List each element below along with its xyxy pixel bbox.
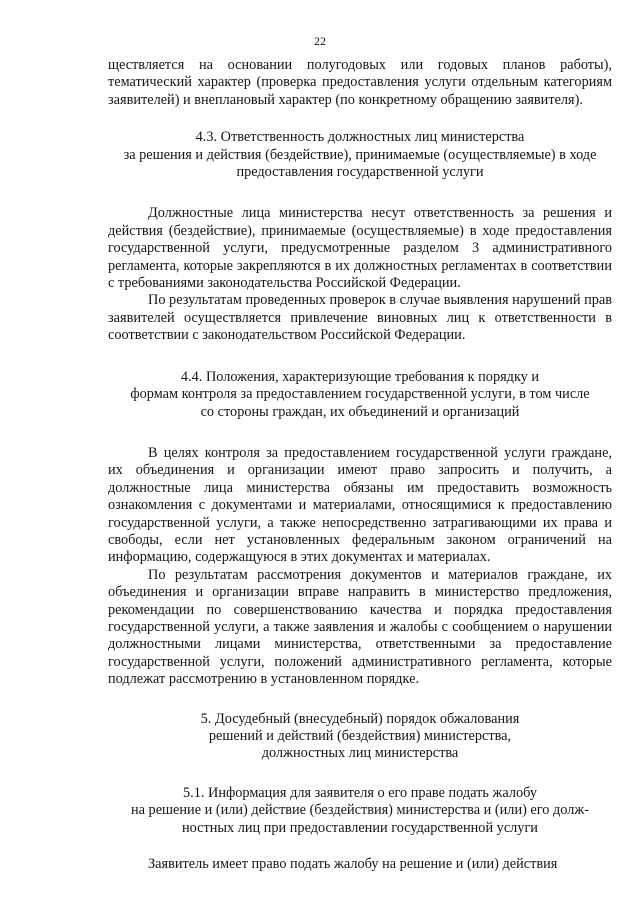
heading-line: 5. Досудебный (внесудебный) порядок обжалования <box>200 710 520 727</box>
document-body <box>108 57 612 873</box>
section-4-3-paragraph: По результатам проведенных проверок в случае выявления нарушений прав заявителей осуществляется привлечение виновных лиц к ответственности в соответствии с законодательством Российской Федерации. <box>108 292 612 344</box>
section-4-3-paragraph: Должностные лица министерства несут ответственность за решения и действия (бездействие), принимаемые (осуществляемые) в ходе предоставления государственной услуги, предусмотренные разделом 3 административного регламента, которые закрепляются в их должностных регламентах в соответствии с требованиями законодательства Российской Федерации. <box>108 205 612 292</box>
heading-line: 5.1. Информация для заявителя о его праве подать жалобу <box>182 784 537 801</box>
heading-line: 4.3. Ответственность должностных лиц министерства <box>195 129 525 146</box>
heading-line: на решение и (или) действие (бездействия) министерства и (или) его долж- <box>130 802 590 819</box>
heading-line: 4.4. Положения, характеризующие требования к порядку и <box>180 368 540 385</box>
heading-line: формам контроля за предоставлением государственной услуги, в том числе <box>130 386 590 403</box>
page-number: 22 <box>314 34 326 48</box>
section-4-4-paragraph: По результатам рассмотрения документов и материалов граждане, их объединения и организации вправе направить в министерство предложения, рекомендации по совершенствованию качества и порядка предоставления государственной услуги, а также заявления и жалобы с сообщением о нарушении должностными лицами министерства, ответственными за предоставление государственной услуги, положений административного регламента, которые подлежат рассмотрению в установленном порядке. <box>108 566 612 688</box>
section-4-4-heading <box>108 369 612 421</box>
section-5-heading <box>108 711 612 763</box>
heading-line: должностных лиц министерства <box>261 745 459 762</box>
section-5-1-heading <box>108 785 612 837</box>
heading-line: со стороны граждан, их объединений и организаций <box>200 403 520 420</box>
heading-line: решений и действий (бездействия) министерства, <box>208 728 512 744</box>
intro-paragraph: ществляется на основании полугодовых или годовых планов работы), тематический характер (проверка предоставления услуги отдельным категориям заявителей) и внеплановый характер (по конкретному обращению заявителя). <box>108 57 612 108</box>
section-4-4-paragraph: В целях контроля за предоставлением государственной услуги граждане, их объединения и организации имеют право запросить и получить, а должностные лица министерства обязаны им предоставить возможность ознакомления с документами и материалами, относящимися к предоставлению государственной услуги, а также непосредственно затрагивающими их права и свободы, если нет установленных федеральным законом ограничений на информацию, содержащуюся в этих документах и материалах. <box>108 444 612 566</box>
heading-line: за решения и действия (бездействие), принимаемые (осуществляемые) в ходе <box>123 146 597 163</box>
heading-line: предоставления государственной услуги <box>236 164 484 181</box>
heading-line: ностных лиц при предоставлении государственной услуги <box>182 819 538 836</box>
section-5-1-paragraph: Заявитель имеет право подать жалобу на решение и (или) действия <box>148 856 558 873</box>
section-4-3-heading <box>108 129 612 181</box>
